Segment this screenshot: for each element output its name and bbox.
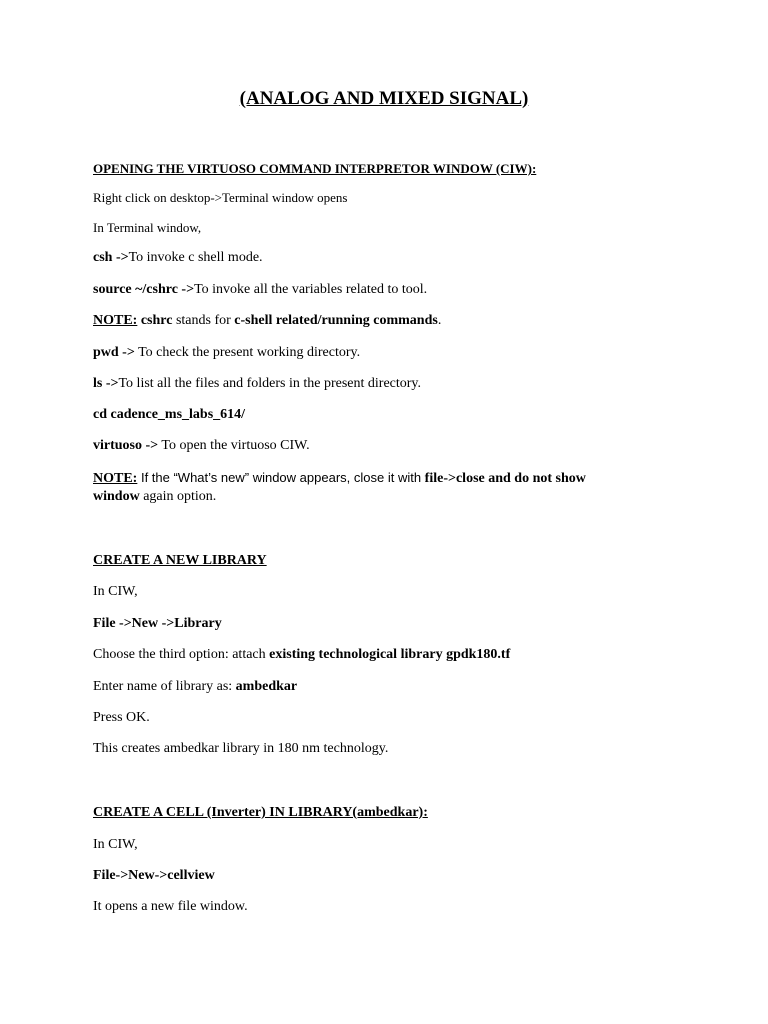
source-description: To invoke all the variables related to tool.: [194, 282, 428, 297]
note2-text: If the “What’s new” window appears, close it with: [137, 470, 425, 485]
section-heading-ciw: OPENING THE VIRTUOSO COMMAND INTERPRETOR WINDOW (CIW):: [93, 161, 537, 176]
instruction-in-ciw-2: In CIW,: [93, 837, 138, 852]
enter-text: Enter name of library as:: [93, 679, 236, 694]
note-whats-new-cont: [93, 488, 216, 506]
instruction-pwd: [93, 344, 360, 362]
note2-bold-window: window: [93, 489, 140, 504]
note-text: stands for: [172, 313, 235, 328]
instruction-csh: [93, 249, 263, 267]
instruction-virtuoso: [93, 437, 310, 455]
choose-text: Choose the third option: attach: [93, 647, 270, 662]
note-label: NOTE:: [93, 313, 138, 328]
instruction-creates: This creates ambedkar library in 180 nm technology.: [93, 741, 389, 756]
command-csh: csh ->: [93, 250, 129, 265]
choose-bold: existing technological library gpdk180.tf: [269, 647, 511, 662]
note-cshrc: [93, 312, 441, 330]
instruction-in-ciw: In CIW,: [93, 584, 138, 599]
command-ls: ls ->: [93, 376, 119, 391]
instruction-source: [93, 281, 427, 299]
section-heading-cell: CREATE A CELL (Inverter) IN LIBRARY(ambedkar):: [93, 805, 428, 820]
menu-path: File ->New ->Library: [93, 616, 222, 631]
instruction-enter-name: [93, 678, 297, 696]
instruction-cd: [93, 406, 245, 424]
csh-description: To invoke c shell mode.: [128, 250, 263, 265]
instruction-right-click: Right click on desktop->Terminal window opens: [93, 190, 348, 205]
command-virtuoso: virtuoso ->: [93, 438, 159, 453]
note2-end: again option.: [139, 489, 217, 504]
ls-description: To list all the files and folders in the present directory.: [118, 376, 422, 391]
command-cd: cd cadence_ms_labs_614/: [93, 407, 246, 422]
section-heading-library: CREATE A NEW LIBRARY: [93, 553, 267, 568]
pwd-description: To check the present working directory.: [134, 345, 361, 360]
instruction-opens: It opens a new file window.: [93, 899, 248, 914]
instruction-ls: [93, 375, 421, 393]
note-end: .: [437, 313, 442, 328]
note-keyword: cshrc: [140, 313, 173, 328]
menu-file-new-cellview: [93, 867, 215, 885]
note-whats-new: [93, 469, 586, 488]
menu-path-cellview: File->New->cellview: [93, 868, 215, 883]
instruction-press-ok: Press OK.: [93, 710, 150, 725]
note2-label: NOTE:: [93, 471, 138, 486]
menu-file-new-library: [93, 615, 222, 633]
document-title: (ANALOG AND MIXED SIGNAL): [239, 88, 529, 109]
library-name: ambedkar: [235, 679, 298, 694]
instruction-terminal: In Terminal window,: [93, 220, 202, 235]
note-bold-text: c-shell related/running commands: [234, 313, 438, 328]
virtuoso-description: To open the virtuoso CIW.: [158, 438, 310, 453]
command-pwd: pwd ->: [93, 345, 135, 360]
instruction-choose: [93, 646, 510, 664]
command-source: source ~/cshrc ->: [93, 282, 195, 297]
note2-bold-text: file->close and do not show: [424, 471, 586, 486]
